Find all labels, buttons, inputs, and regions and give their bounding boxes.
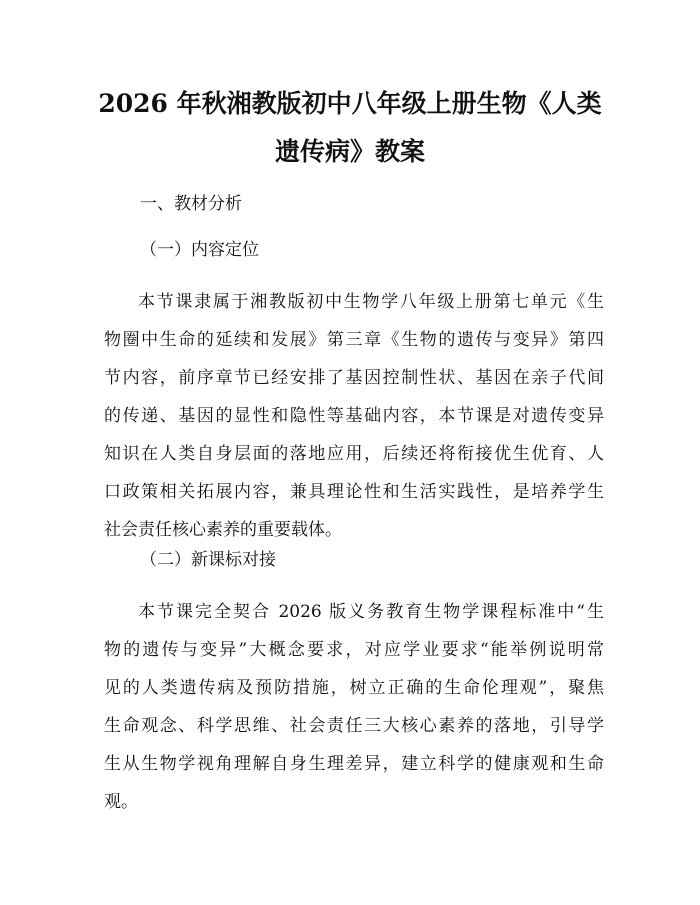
paragraph-line: 物圈中生命的延续和发展》第三章《生物的遗传与变异》第四 (104, 330, 604, 350)
paragraph-curriculum-alignment (104, 593, 604, 821)
paragraph-line: 社会责任核心素养的重要载体。 (104, 520, 342, 540)
section-heading-textbook-analysis: 一、教材分析 (140, 194, 242, 214)
document-title-line-1: 2026 年秋湘教版初中八年级上册生物《人类 (98, 89, 602, 118)
paragraph-line: 知识在人类自身层面的落地应用，后续还将衔接优生优育、人 (104, 444, 604, 464)
paragraph-line: 生命观念、科学思维、社会责任三大核心素养的落地，引导学 (104, 716, 604, 736)
paragraph-content-positioning (104, 283, 604, 549)
paragraph-line: 观。 (104, 792, 138, 812)
paragraph-line: 生从生物学视角理解自身生理差异，建立科学的健康观和生命 (104, 754, 604, 774)
paragraph-line: 本节课完全契合 2026 版义务教育生物学课程标准中“生 (138, 602, 604, 622)
document-title-line-2: 遗传病》教案 (274, 137, 425, 166)
paragraph-line: 口政策相关拓展内容，兼具理论性和生活实践性，是培养学生 (104, 482, 604, 502)
paragraph-line: 本节课隶属于湘教版初中生物学八年级上册第七单元《生 (138, 292, 604, 312)
paragraph-line: 物的遗传与变异”大概念要求，对应学业要求“能举例说明常 (104, 640, 604, 660)
paragraph-line: 的传递、基因的显性和隐性等基础内容，本节课是对遗传变异 (104, 406, 604, 426)
subsection-heading-curriculum-alignment: （二）新课标对接 (140, 550, 276, 570)
subsection-heading-content-positioning: （一）内容定位 (140, 240, 259, 260)
paragraph-line: 节内容，前序章节已经安排了基因控制性状、基因在亲子代间 (104, 368, 604, 388)
paragraph-line: 见的人类遗传病及预防措施，树立正确的生命伦理观”，聚焦 (104, 678, 604, 698)
